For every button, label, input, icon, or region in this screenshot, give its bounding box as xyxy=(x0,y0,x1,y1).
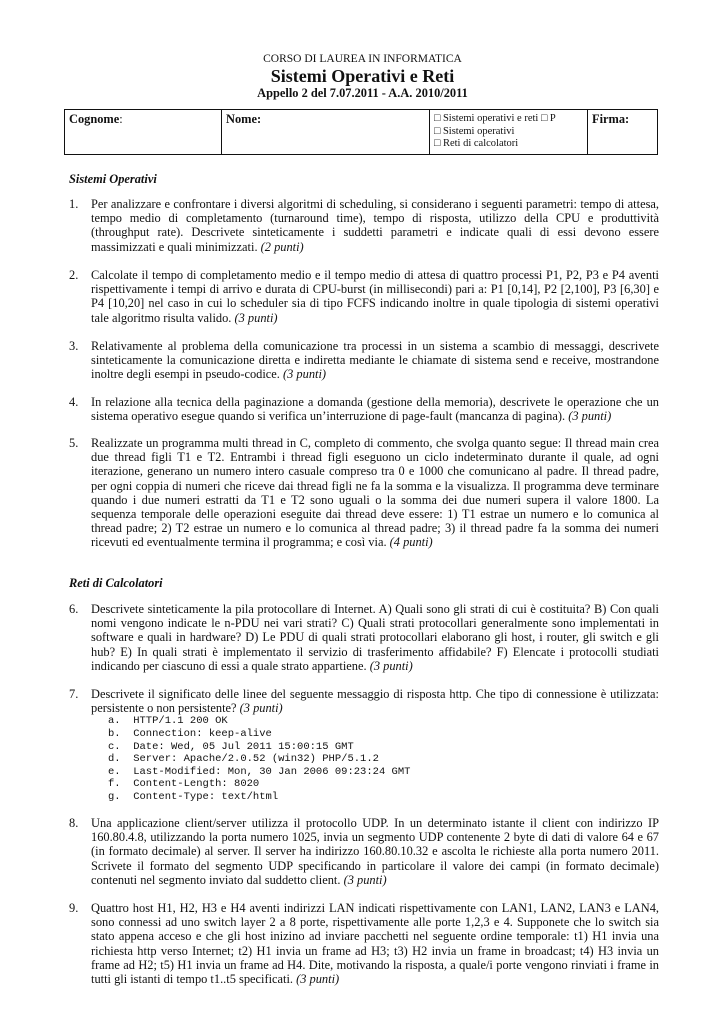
question-number: 2. xyxy=(69,268,79,282)
question-points: (3 punti) xyxy=(239,701,283,716)
question-number: 7. xyxy=(69,687,79,701)
firma-cell[interactable] xyxy=(588,110,657,154)
option-sistemi-operativi-e-reti[interactable]: □ Sistemi operativi e reti □ P xyxy=(434,113,556,124)
section-title-reti-di-calcolatori: Reti di Calcolatori xyxy=(69,576,163,590)
question-number: 4. xyxy=(69,395,79,409)
question-points: (3 punti) xyxy=(369,658,413,673)
cognome-label: Cognome xyxy=(69,112,120,126)
student-info-table xyxy=(64,109,658,155)
question-points: (3 punti) xyxy=(296,972,340,987)
question-text: Realizzate un programma multi thread in C, completo di commento, che svolga quanto segue: Il thread main crea due thread figli T1 e T2. Entrambi i thread figli eseguono un ciclo indeterminato durante il quale, ad ogni iterazione, generano un numero intero casuale compreso tra 0 e 1000 che comunicano al padre. Il thread padre, per ogni coppia di numeri che riceve dai thread figli ne fa la somma e la visualizza. Il programma deve terminare quando i due numeri estratti da T1 e T2 sono uguali o la somma dei due numeri supera il valore 1800. La sequenza temporale delle operazioni eseguite dai thread deve essere: 1) T1 estrae un numero e lo comunica al thread padre; 2) T2 estrae un numero e lo comunica al thread padre; 3) il thread padre fa la somma dei numeri ricevuti ed eventualmente termina il programma; e così via. (4 punti) xyxy=(91,436,659,550)
question-number: 8. xyxy=(69,816,79,830)
question-number: 5. xyxy=(69,436,79,450)
nome-label: Nome: xyxy=(226,112,262,126)
question-text: Per analizzare e confrontare i diversi algoritmi di scheduling, si considerano i seguenti parametri: tempo di attesa, tempo medio di completamento (turnaround time), tempo di risposta, utilizzo della CPU e produttività (throughput rate). Descrivete sinteticamente i suddetti parametri e indicate quali di essi devono essere massimizzati e quali minimizzati. (2 punti) xyxy=(91,197,659,254)
question-text: Calcolate il tempo di completamento medio e il tempo medio di attesa di quattro processi P1, P2, P3 e P4 aventi rispettivamente i tempi di arrivo e durata di CPU-burst (in millisecondi) pari a: P1 [0,14], P2 [2,100], P3 [6,30] e P4 [10,20] nel caso in cui lo scheduler sia di tipo FCFS indicando inoltre in quale tipologia di sistemi operativi tale algoritmo risulta valido. (3 punti) xyxy=(91,268,659,325)
section-title-sistemi-operativi: Sistemi Operativi xyxy=(69,172,157,186)
cognome-cell[interactable] xyxy=(65,110,222,154)
question-text: Quattro host H1, H2, H3 e H4 aventi indirizzi LAN indicati rispettivamente con LAN1, LAN2, LAN3 e LAN4, sono connessi ad uno switch layer 2 a 8 porte, rispettivamente alle porte 1,2,3 e 4. Supponete che lo switch sia stato appena acceso e che gli host inizino ad inviare pacchetti nel seguente ordine temporale: t1) H1 invia una richiesta http verso Internet; t2) H1 invia un frame ad H3; t3) H2 invia un frame in broadcast; t4) H3 invia un frame ad H2; t5) H1 invia un frame ad H4. Dite, motivando la risposta, a quale/i porte vengono rinviati i frame in tutti gli istanti di tempo t1..t5 specificati. (3 punti) xyxy=(91,901,659,987)
question-points: (4 punti) xyxy=(389,535,433,550)
question-points: (2 punti) xyxy=(260,239,304,254)
http-line: a. HTTP/1.1 200 OK xyxy=(108,715,228,728)
http-line: e. Last-Modified: Mon, 30 Jan 2006 09:23:24 GMT xyxy=(108,765,411,778)
nome-cell[interactable] xyxy=(222,110,430,154)
question-text: In relazione alla tecnica della paginazione a domanda (gestione della memoria), descrivete le operazione che un sistema operativo esegue quando si verifica un’interruzione di page-fault (mancanza di pagina). (3 punti) xyxy=(91,395,659,424)
question-text: Relativamente al problema della comunicazione tra processi in un sistema a scambio di messaggi, descrivete sinteticamente la comunicazione diretta e indiretta mediante le chiamate di sistema send e receive, mostrandone inoltre degli esempi in pseudo-codice. (3 punti) xyxy=(91,339,659,382)
firma-label: Firma: xyxy=(592,112,630,126)
http-line: g. Content-Type: text/html xyxy=(108,790,279,803)
http-line: c. Date: Wed, 05 Jul 2011 15:00:15 GMT xyxy=(108,740,354,753)
exam-choice-cell xyxy=(430,110,588,154)
cognome-colon: : xyxy=(119,112,123,126)
question-points: (3 punti) xyxy=(283,367,327,382)
question-number: 1. xyxy=(69,197,79,211)
http-line: d. Server: Apache/2.0.52 (win32) PHP/5.1.2 xyxy=(108,753,379,766)
exam-header xyxy=(0,52,725,101)
question-text: Descrivete il significato delle linee del seguente messaggio di risposta http. Che tipo di connessione è utilizzata: persistente o non persistente? (3 punti) a. HTTP/1.1 200 OK b. Connection: keep-alive c. Date: Wed, 05 Jul 2011 15:00:15 GMT d. Server: Apache/2.0.52 (win32) PHP/5.1.2 e. Last-Modified: Mon, 30 Jan 2006 09:23:24 GMT f. Content-Length: 8020 g. Content-Type: text/html xyxy=(91,687,659,803)
http-line: f. Content-Length: 8020 xyxy=(108,778,260,791)
exam-title: Sistemi Operativi e Reti xyxy=(270,66,455,86)
question-text: Descrivete sinteticamente la pila protocollare di Internet. A) Quali sono gli strati di cui è costituita? B) Con quali nomi vengono indicate le n-PDU nei vari strati? C) Quali strati protocollari generalmente sono implementati in software e quali in hardware? D) Le PDU di quali strati protocollari elaborano gli host, i router, gli switch e gli hub? E) In quali strati è implementato il servizio di trasferimento affidabile? F) Elencate i protocolli studiati indicando per ciascuno di essi a quale strato appartiene. (3 punti) xyxy=(91,602,659,673)
http-line: b. Connection: keep-alive xyxy=(108,728,272,740)
question-points: (3 punti) xyxy=(568,409,612,424)
course-name: CORSO DI LAUREA IN INFORMATICA xyxy=(263,53,462,65)
http-response-message xyxy=(108,715,659,803)
question-number: 3. xyxy=(69,339,79,353)
question-number: 6. xyxy=(69,602,79,616)
exam-session: Appello 2 del 7.07.2011 - A.A. 2010/2011 xyxy=(257,86,468,100)
option-sistemi-operativi[interactable]: □ Sistemi operativi xyxy=(434,125,515,137)
question-text: Una applicazione client/server utilizza il protocollo UDP. In un determinato istante il client con indirizzo IP 160.80.4.8, utilizzando la porta numero 1025, invia un segmento UDP contenente 2 byte di dati di valore 64 e 67 (in formato decimale) al server. Il server ha indirizzo 160.80.10.32 e ascolta le richieste alla porta numero 2011. Scrivete il formato del segmento UDP specificando in particolare il valore dei campi (in formato decimale) contenuti nel segmento inviato dal suddetto client. (3 punti) xyxy=(91,816,659,887)
question-points: (3 punti) xyxy=(343,872,387,887)
option-reti-di-calcolatori[interactable]: □ Reti di calcolatori xyxy=(434,138,519,149)
question-number: 9. xyxy=(69,901,79,915)
question-points: (3 punti) xyxy=(234,310,278,325)
